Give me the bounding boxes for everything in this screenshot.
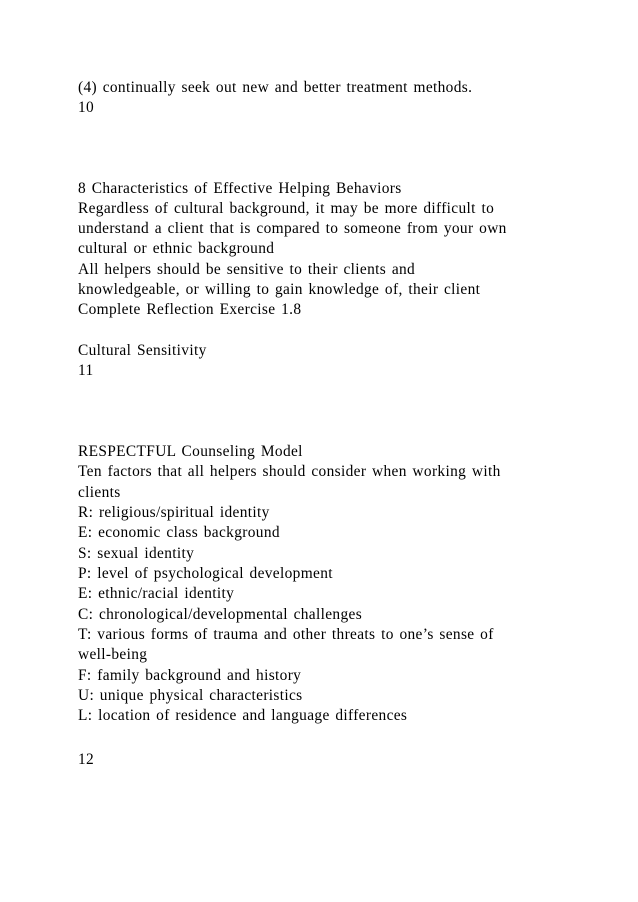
list-item: L: location of residence and language differences — [78, 707, 408, 724]
list-item: S: sexual identity — [78, 545, 195, 562]
text-line: clients — [78, 484, 121, 501]
section-title: Cultural Sensitivity — [78, 342, 207, 359]
page-number: 11 — [78, 362, 94, 379]
text-line: well-being — [78, 646, 148, 663]
text-line: cultural or ethnic background — [78, 240, 275, 257]
list-item: E: economic class background — [78, 524, 280, 541]
text-line: Regardless of cultural background, it may be more difficult to — [78, 200, 495, 217]
text-line: All helpers should be sensitive to their clients and — [78, 261, 416, 278]
page-number: 12 — [78, 751, 95, 768]
list-item: F: family background and history — [78, 667, 302, 684]
section-heading: 8 Characteristics of Effective Helping Behaviors — [78, 180, 402, 197]
list-item: U: unique physical characteristics — [78, 687, 303, 704]
page-number: 10 — [78, 99, 95, 116]
list-item: R: religious/spiritual identity — [78, 504, 270, 521]
text-line: knowledgeable, or willing to gain knowledge of, their client — [78, 281, 481, 298]
text-line: Ten factors that all helpers should consider when working with — [78, 463, 501, 480]
text-line: understand a client that is compared to someone from your own — [78, 220, 507, 237]
list-item: P: level of psychological development — [78, 565, 333, 582]
list-item: T: various forms of trauma and other threats to one’s sense of — [78, 626, 494, 643]
text-line: (4) continually seek out new and better treatment methods. — [78, 79, 473, 96]
text-line: Complete Reflection Exercise 1.8 — [78, 301, 302, 318]
list-item: E: ethnic/racial identity — [78, 585, 235, 602]
list-item: C: chronological/developmental challenges — [78, 606, 363, 623]
section-heading: RESPECTFUL Counseling Model — [78, 443, 303, 460]
